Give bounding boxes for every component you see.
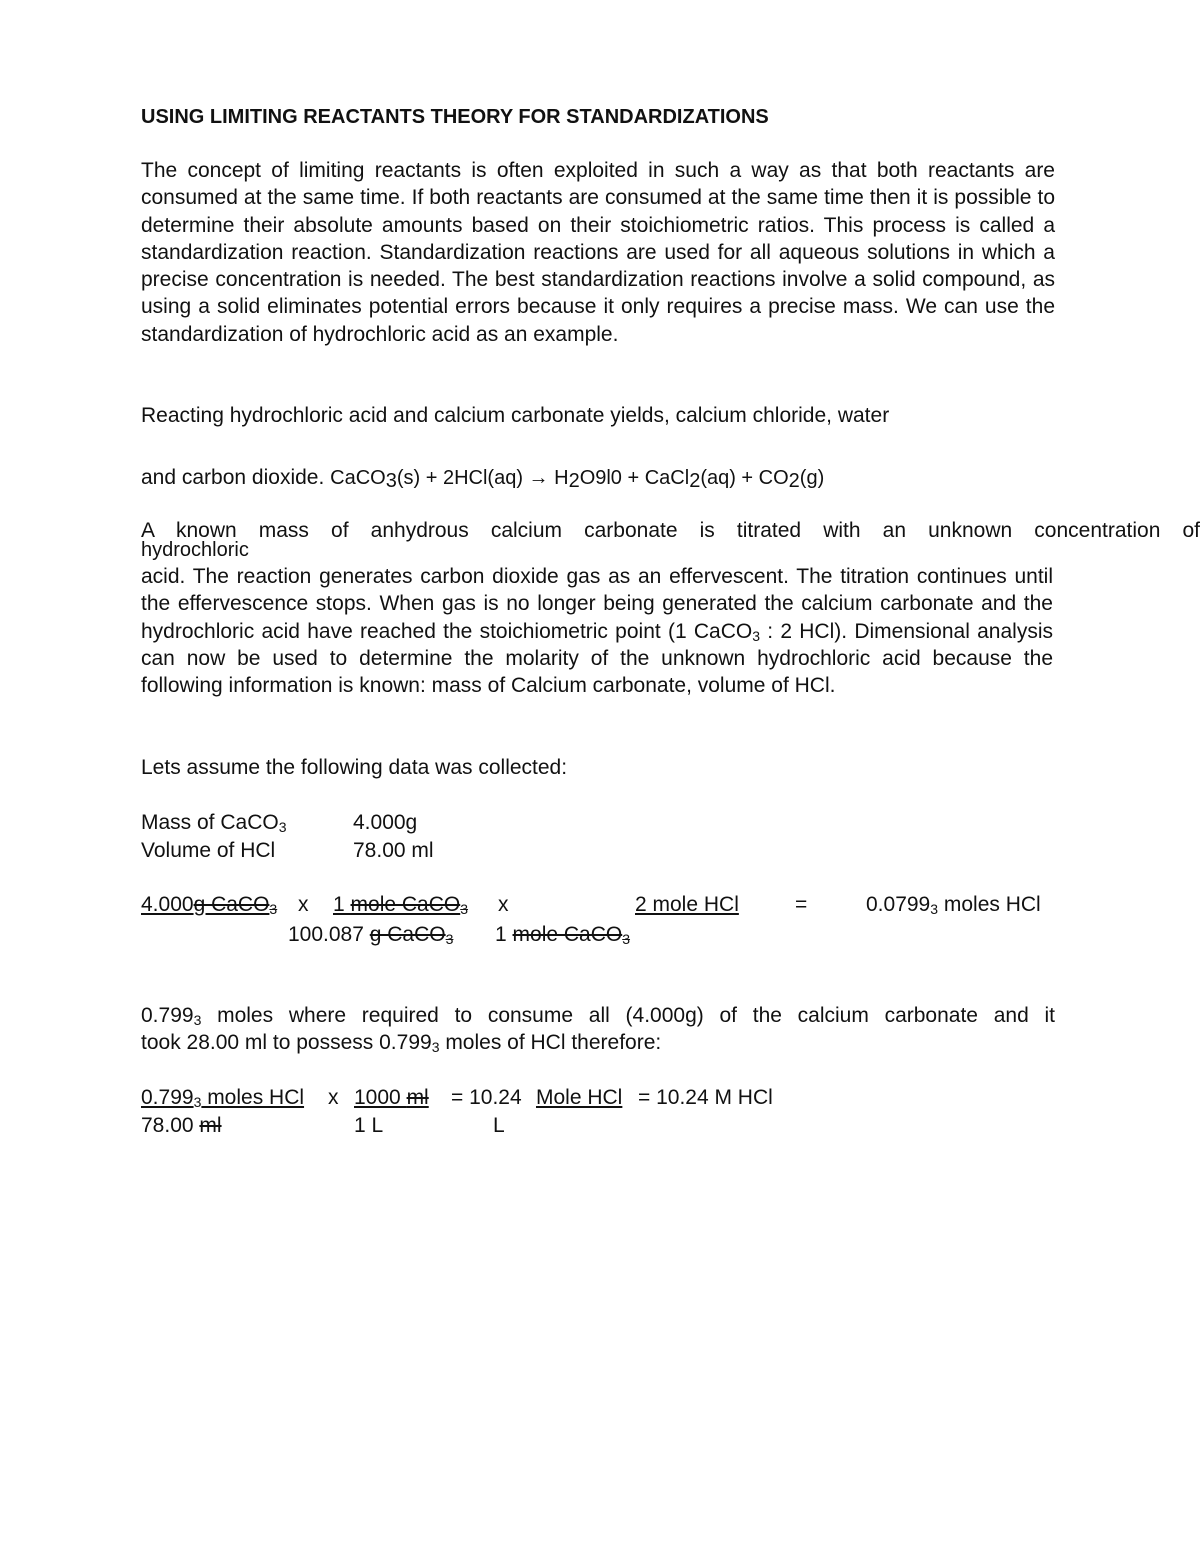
volume-label: Volume of HCl [141,839,276,862]
calc2-equals-2: = 10.24 M HCl [638,1086,773,1109]
chemical-equation-line [141,464,824,492]
calc2-term-conversion: 1000 ml [354,1086,429,1109]
calc2-denominator-liter: 1 L [354,1114,384,1137]
paragraph-data-intro: Lets assume the following data was collected: [141,756,568,779]
calc1-equals: = [795,893,808,916]
calc1-times-1: x [298,893,309,916]
paragraph-titration-line2: hydrochloric [141,539,249,561]
document-title: USING LIMITING REACTANTS THEORY FOR STANDARDIZATIONS [141,106,769,128]
volume-value: 78.00 ml [353,839,434,862]
calc1-term-mole-ratio: 1 mole CaCO$_3$ [333,893,469,917]
equation-lead: and carbon dioxide. [141,466,325,489]
calc1-denominator-molar-mass: 100.087 g CaCO$_3$ [288,923,454,947]
calc2-times: x [328,1086,339,1109]
calc2-equals-1: = 10.24 [451,1086,522,1109]
chemical-equation: CaCO3(s) + 2HCl(aq) → H2O9l0 + CaCl2(aq) + CO2(g) [330,467,825,492]
calc2-term-moles: $0.799_3$ moles HCl [141,1086,305,1110]
paragraph-result-line1: $0.799_3$ moles where required to consume all (4.000g) of the calcium carbonate and it [141,1004,1055,1028]
calc1-result: $0.0799_3$ moles HCl [866,893,1041,917]
paragraph-limiting-reactants: The concept of limiting reactants is often exploited in such a way as that both reactants are consumed at the same time. If both reactants are consumed at the same time then it is possible to determine their absolute amounts based on their stoichiometric ratios. This process is called a standardization reaction. Standardization reactions are used for all aqueous solutions in which a precise concentration is needed. The best standardization reactions involve a solid compound, as using a solid eliminates potential errors because it only requires a precise mass. We can use the standardization of hydrochloric acid as an example. [141,159,1055,346]
calc1-times-2: x [498,893,509,916]
calc1-term-hcl: 2 mole HCl [635,893,739,916]
calc2-denominator-l: L [493,1114,505,1137]
mass-value: 4.000g [353,811,418,834]
calc1-term-mass: 4.000g CaCO$_3$ [141,893,278,917]
paragraph-titration-line1: A known mass of anhydrous calcium carbonate is titrated with an unknown concentration of [141,519,1200,542]
calc2-term-mole-hcl: Mole HCl [536,1086,623,1109]
paragraph-result-line2: took 28.00 ml to possess $0.799_3$ moles of HCl therefore: [141,1031,662,1055]
paragraph-titration-rest: acid. The reaction generates carbon dioxide gas as an effervescent. The titration continues until the effervescence stops. When gas is no longer being generated the calcium carbonate and the hydrochloric acid have reached the stoichiometric point (1 CaCO$_3$ : 2 HCl). Dimensional analysis can now be used to determine the molarity of the unknown hydrochloric acid because the following information is known: mass of Calcium carbonate, volume of HCl. [141,565,1053,698]
paragraph-reaction-intro: Reacting hydrochloric acid and calcium carbonate yields, calcium chloride, water [141,404,890,427]
calc1-denominator-mole: 1 mole CaCO$_3$ [495,923,631,947]
calc2-denominator-volume: 78.00 ml [141,1114,222,1137]
mass-label: Mass of CaCO$_3$ [141,811,287,835]
